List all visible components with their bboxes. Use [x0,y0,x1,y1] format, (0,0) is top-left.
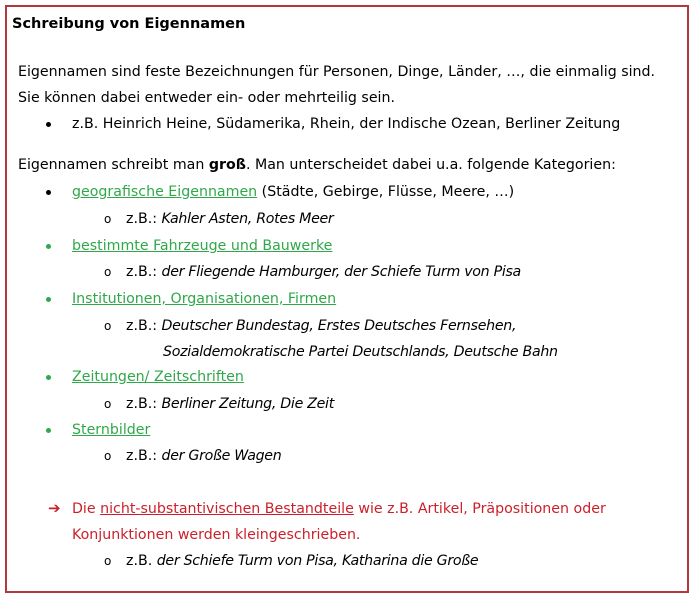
circle-bullet-icon: o [104,449,112,463]
example-text: der Schiefe Turm von Pisa, Katharina die Große [156,553,479,569]
category-name: Institutionen, Organisationen, Firmen [72,291,337,307]
page-title: Schreibung von Eigennamen [12,16,246,32]
category-item [72,289,336,309]
category-example [126,209,333,229]
category-item [72,236,332,256]
note-line-1 [72,499,606,519]
category-item [72,367,244,387]
category-example [126,316,516,336]
example-prefix: z.B. [126,553,157,569]
category-example [126,446,281,466]
circle-bullet-icon: o [104,319,112,333]
intro-line-2: Sie können dabei entweder ein- oder mehrteilig sein. [18,90,395,106]
circle-bullet-icon: o [104,554,112,568]
bullet-icon [46,122,51,127]
bullet-icon [46,244,51,249]
example-text: der Große Wagen [161,448,282,464]
arrow-right-icon: ➔ [48,499,61,517]
note-part1: Die [72,501,101,517]
example-text: Kahler Asten, Rotes Meer [161,211,334,227]
example-prefix: z.B.: [126,448,162,464]
rule-text-before: Eigennamen schreibt man [18,157,209,173]
category-example [126,394,334,414]
bullet-icon [46,190,51,195]
category-name: geografische Eigennamen [72,184,258,200]
category-item [72,182,514,202]
category-name: bestimmte Fahrzeuge und Bauwerke [72,238,333,254]
intro-example: z.B. Heinrich Heine, Südamerika, Rhein, der Indische Ozean, Berliner Zeitung [72,116,621,132]
circle-bullet-icon: o [104,212,112,226]
rule-line [18,155,616,175]
note-line-2: Konjunktionen werden kleingeschrieben. [72,527,361,543]
bullet-icon [46,428,51,433]
note-underlined: nicht-substantivischen Bestandteile [100,501,354,517]
bullet-icon [46,375,51,380]
category-item [72,420,150,440]
rule-text-after: . Man unterscheidet dabei u.a. folgende Kategorien: [245,157,616,173]
example-text: Berliner Zeitung, Die Zeit [161,396,334,412]
note-part2: wie z.B. Artikel, Präpositionen oder [353,501,606,517]
circle-bullet-icon: o [104,397,112,411]
category-suffix: (Städte, Gebirge, Flüsse, Meere, …) [257,184,515,200]
example-text-continued: Sozialdemokratische Partei Deutschlands, Deutsche Bahn [163,344,558,360]
intro-line-1: Eigennamen sind feste Bezeichnungen für Personen, Dinge, Länder, …, die einmalig sind. [18,64,656,80]
category-example [126,262,521,282]
circle-bullet-icon: o [104,265,112,279]
example-prefix: z.B.: [126,264,162,280]
note-example [126,551,478,571]
rule-bold-word: groß [208,157,246,173]
example-text: der Fliegende Hamburger, der Schiefe Turm von Pisa [161,264,521,280]
example-text: Deutscher Bundestag, Erstes Deutsches Fernsehen, [161,318,517,334]
category-name: Sternbilder [72,422,151,438]
example-prefix: z.B.: [126,318,162,334]
example-prefix: z.B.: [126,211,162,227]
example-prefix: z.B.: [126,396,162,412]
bullet-icon [46,297,51,302]
category-name: Zeitungen/ Zeitschriften [72,369,244,385]
